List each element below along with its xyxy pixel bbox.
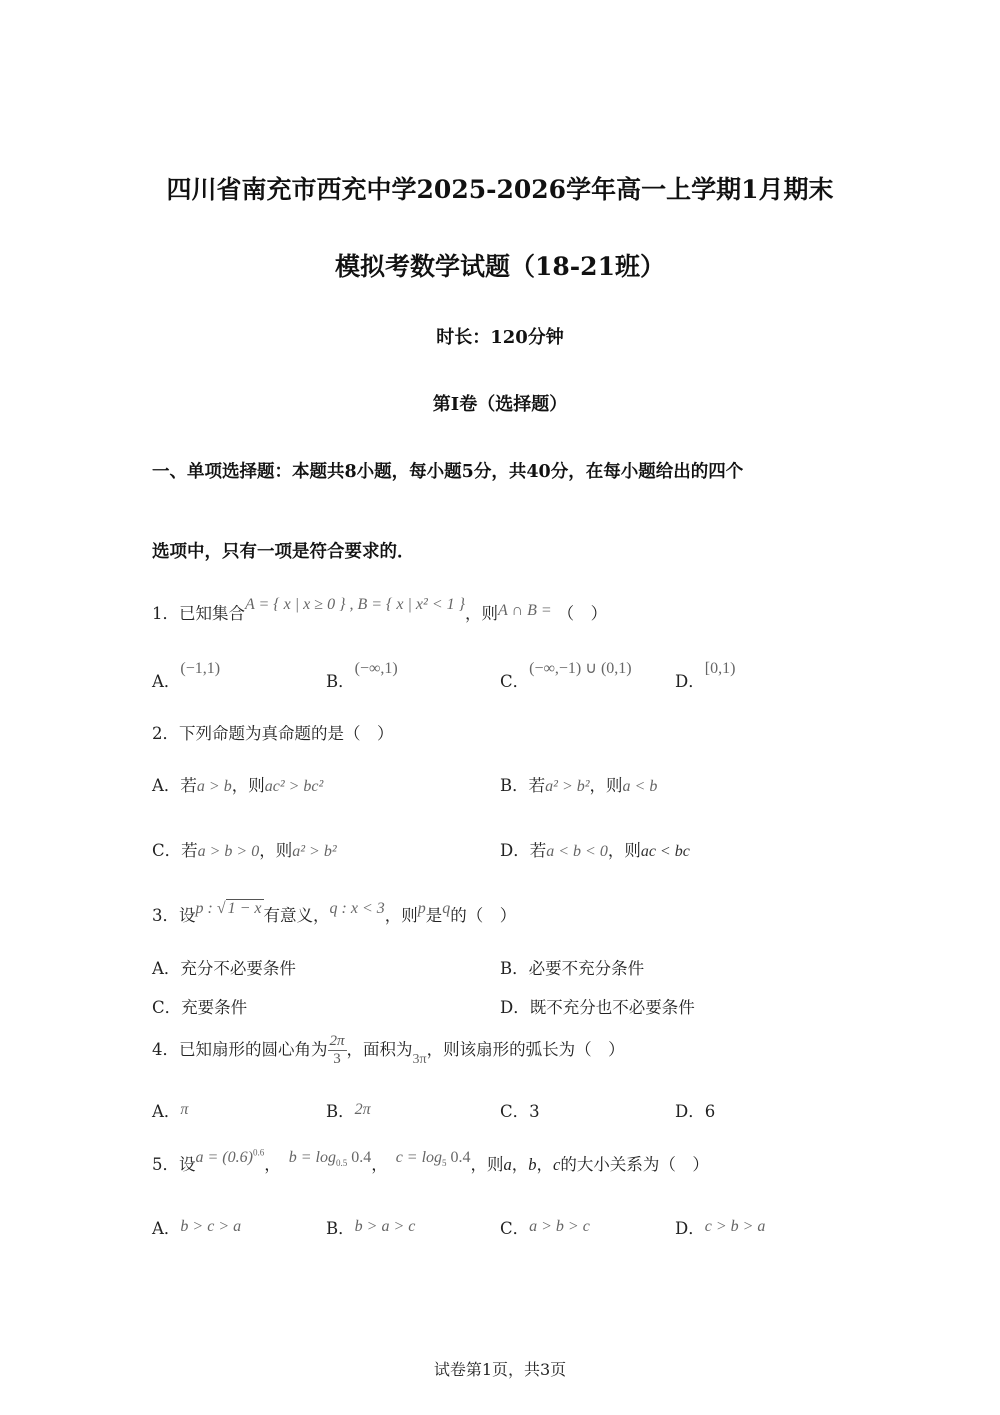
question-3-text: 是 — [425, 906, 443, 925]
duration: 时长：120分钟 — [436, 327, 564, 348]
question-3-text: 有意义， — [263, 906, 330, 925]
option-label: C． — [500, 1219, 530, 1238]
option-math: a < b < 0 — [546, 843, 608, 860]
a-exponent: 0.6 — [252, 1147, 265, 1158]
q4-option-b — [326, 1098, 371, 1122]
option-label: C． — [500, 672, 530, 691]
page-footer: 试卷第1页，共3页 — [433, 1360, 567, 1379]
q1-option-d — [675, 660, 736, 692]
option-math: (−∞,−1) ∪ (0,1) — [529, 660, 632, 677]
option-text: ，则 — [607, 841, 641, 860]
section-heading-line-1: 一、单项选择题：本题共8小题，每小题5分，共40分，在每小题给出的四个 — [152, 462, 744, 482]
option-label: D． — [675, 1219, 705, 1238]
question-5-text: ，则 — [470, 1155, 504, 1174]
option-math: a > b > 0 — [197, 843, 260, 860]
question-3-q: q — [442, 900, 451, 917]
option-label: C．若 — [152, 841, 198, 860]
q1-option-c — [500, 660, 632, 692]
part-title: 第I卷（选择题） — [432, 394, 568, 415]
question-1-prefix: 1．已知集合 — [152, 604, 245, 623]
option-label: D． — [675, 672, 705, 691]
option-math: a > b — [196, 778, 232, 795]
question-1-intersection-math: A ∩ B = — [498, 602, 552, 619]
question-5-c-math — [395, 1149, 471, 1169]
option-math: [0,1) — [704, 660, 736, 677]
question-4-area-math: 3π — [412, 1052, 427, 1067]
q5-option-a — [152, 1215, 241, 1239]
question-1-mid: ，则 — [465, 604, 499, 623]
option-math: c > b > a — [704, 1218, 766, 1235]
option-label: D．若 — [500, 841, 547, 860]
option-label: B． — [326, 1102, 355, 1121]
question-1 — [152, 596, 608, 624]
option-text: ，则 — [259, 841, 293, 860]
question-4-prefix: 4．已知扇形的圆心角为 — [152, 1040, 328, 1059]
question-4-angle-fraction — [328, 1033, 347, 1068]
q5-option-c — [500, 1215, 590, 1239]
option-math: π — [180, 1101, 189, 1118]
question-3-text: 的（ ） — [450, 906, 517, 925]
q1-option-b — [326, 660, 398, 692]
option-label: B． — [326, 672, 355, 691]
section-heading-line-2: 选项中，只有一项是符合要求的． — [152, 542, 415, 562]
fraction-numerator: 2π — [329, 1033, 345, 1049]
q2-option-d — [500, 837, 690, 861]
option-math: a² > b² — [545, 778, 590, 795]
option-label: A． — [152, 672, 181, 691]
title-line-2: 模拟考数学试题（18-21班） — [335, 252, 665, 281]
c-expr: c = log — [395, 1149, 443, 1166]
option-text: ，则 — [231, 776, 265, 795]
question-3-p-math: p : — [195, 900, 217, 917]
option-label: A． — [152, 1219, 181, 1238]
option-math: 2π — [354, 1101, 371, 1118]
question-3-p: p — [417, 900, 426, 917]
option-label: A． — [152, 1102, 181, 1121]
option-math: b > c > a — [180, 1218, 242, 1235]
question-3-q-math: q : x < 3 — [329, 900, 385, 917]
q4-option-a — [152, 1098, 188, 1122]
q2-option-c — [152, 837, 337, 861]
question-4 — [152, 1033, 625, 1068]
q4-option-d: D．6 — [675, 1102, 716, 1121]
separator: ， — [536, 1155, 554, 1174]
a-expr: a = (0.6) — [195, 1149, 253, 1166]
q5-option-b — [326, 1215, 415, 1239]
var-a: a — [503, 1155, 512, 1174]
question-3-prefix: 3．设 — [152, 906, 196, 925]
q2-option-a — [152, 772, 323, 796]
question-5 — [152, 1147, 709, 1176]
question-5-a-math — [196, 1149, 265, 1166]
q5-option-d — [675, 1215, 765, 1239]
q3-option-d: D．既不充分也不必要条件 — [500, 998, 695, 1017]
separator: ， — [511, 1155, 529, 1174]
q3-option-a: A．充分不必要条件 — [152, 959, 296, 978]
c-arg: 0.4 — [446, 1149, 471, 1166]
q4-option-c: C．3 — [500, 1102, 540, 1121]
var-b: b — [528, 1155, 537, 1174]
question-5-comma: ， — [371, 1155, 388, 1174]
question-3: 3．设p : √ 1 − x 有意义，q : x < 3，则p是q的（ ） — [152, 900, 517, 925]
question-1-set-math: A = { x | x ≥ 0 } , B = { x | x² < 1 } — [245, 596, 466, 613]
question-3-text: ，则 — [384, 906, 418, 925]
question-5-prefix: 5．设 — [152, 1155, 196, 1174]
question-3-sqrt-math: 1 − x — [227, 900, 262, 917]
q3-option-c: C．充要条件 — [152, 998, 248, 1017]
fraction-denominator: 3 — [333, 1051, 341, 1067]
option-math: (−∞,1) — [354, 660, 398, 677]
option-math: b > a > c — [354, 1218, 416, 1235]
option-math: ac < bc — [640, 843, 690, 860]
option-math: a² > b² — [292, 843, 337, 860]
question-4-text: ，面积为 — [346, 1040, 413, 1059]
option-math: ac² > bc² — [264, 778, 324, 795]
option-math: a > b > c — [529, 1218, 590, 1235]
question-5-comma: ， — [264, 1155, 281, 1174]
option-math: a < b — [622, 778, 658, 795]
b-expr: b = log — [288, 1149, 336, 1166]
c-base: 5 — [442, 1158, 447, 1169]
var-c: c — [553, 1155, 561, 1174]
question-4-text: ，则该扇形的弧长为（ ） — [426, 1040, 625, 1059]
option-label: B．若 — [500, 776, 546, 795]
question-5-b-math — [288, 1149, 372, 1169]
q1-option-a — [152, 660, 221, 692]
option-text: ，则 — [589, 776, 623, 795]
title-line-1: 四川省南充市西充中学2025-2026学年高一上学期1月期末 — [166, 175, 834, 204]
question-1-suffix: （ ） — [557, 604, 608, 623]
b-base: 0.5 — [335, 1158, 348, 1169]
option-math: (−1,1) — [180, 660, 221, 677]
option-label: A．若 — [152, 776, 197, 795]
q2-option-b — [500, 772, 657, 796]
option-label: B． — [326, 1219, 355, 1238]
question-2: 2．下列命题为真命题的是（ ） — [152, 724, 394, 743]
b-arg: 0.4 — [347, 1149, 372, 1166]
question-5-text: 的大小关系为（ ） — [560, 1155, 709, 1174]
q3-option-b: B．必要不充分条件 — [500, 959, 645, 978]
